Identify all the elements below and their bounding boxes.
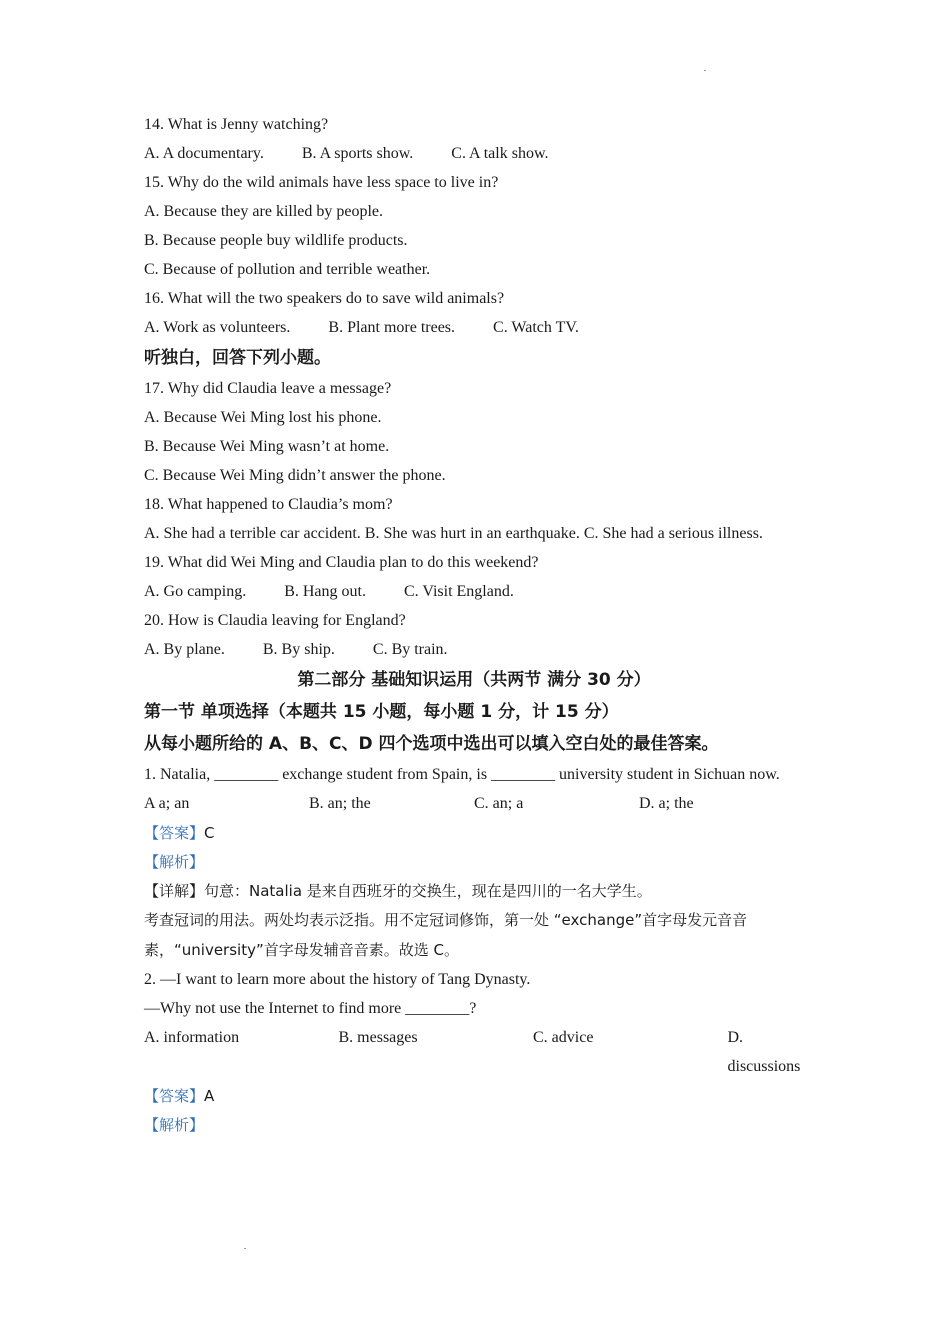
section1-instruction: 从每小题所给的 A、B、C、D 四个选项中选出可以填入空白处的最佳答案。 [144, 734, 719, 754]
scan-mark-bottom [244, 1248, 246, 1249]
part2-title: 第二部分 基础知识运用（共两节 满分 30 分） [297, 670, 651, 690]
q15-option-c: C. Because of pollution and terrible weather. [144, 261, 431, 278]
q20-stem: 20. How is Claudia leaving for England? [144, 612, 406, 629]
mc2-option-a: A. information [144, 1029, 240, 1046]
mc1-detail [144, 876, 804, 905]
q20-options [144, 635, 804, 664]
mc1-analysis [144, 847, 804, 876]
q18-options: A. She had a terrible car accident. B. She was hurt in an earthquake. C. She had a serious illness. [144, 525, 763, 542]
q14-stem: 14. What is Jenny watching? [144, 116, 329, 133]
q14-option-b: B. A sports show. [301, 145, 414, 162]
q19-options [144, 577, 804, 606]
mc1-stem: 1. Natalia, ________ exchange student from Spain, is ________ university student in Sichuan now. [144, 766, 780, 783]
q17-option-b: B. Because Wei Ming wasn’t at home. [144, 438, 390, 455]
q17-stem: 17. Why did Claudia leave a message? [144, 380, 392, 397]
section1-title: 第一节 单项选择（本题共 15 小题，每小题 1 分，计 15 分） [144, 702, 619, 722]
mc2-options [144, 1023, 804, 1081]
q16-options [144, 313, 804, 342]
detail-text: 句意：Natalia 是来自西班牙的交换生，现在是四川的一名大学生。 [204, 882, 652, 900]
q20-option-a: A. By plane. [144, 641, 225, 658]
q16-option-b: B. Plant more trees. [328, 319, 456, 336]
mc1-option-d: D. a; the [639, 795, 694, 812]
mc2-option-b: B. messages [338, 1029, 418, 1046]
q19-option-a: A. Go camping. [144, 583, 247, 600]
q19-option-c: C. Visit England. [403, 583, 514, 600]
q20-option-c: C. By train. [372, 641, 448, 658]
mc1-option-b: B. an; the [309, 795, 371, 812]
scan-mark-top [704, 70, 706, 71]
q19-option-b: B. Hang out. [284, 583, 366, 600]
mc2-stem-line2: —Why not use the Internet to find more ________? [144, 1000, 477, 1017]
q15-option-a: A. Because they are killed by people. [144, 203, 384, 220]
q16-option-c: C. Watch TV. [493, 319, 579, 336]
answer-value: C [204, 824, 215, 842]
q20-option-b: B. By ship. [262, 641, 335, 658]
mc1-answer [144, 818, 804, 847]
mc2-answer [144, 1081, 804, 1110]
q18-stem: 18. What happened to Claudia’s mom? [144, 496, 393, 513]
answer-value: A [204, 1087, 215, 1105]
detail-tag: 【详解】 [144, 882, 205, 900]
analysis-tag: 【解析】 [144, 853, 205, 871]
answer-tag: 【答案】 [144, 1087, 205, 1105]
mc1-option-a: A a; an [144, 795, 190, 812]
q15-option-b: B. Because people buy wildlife products. [144, 232, 408, 249]
mc2-stem-line1: 2. —I want to learn more about the history of Tang Dynasty. [144, 971, 531, 988]
mc2-option-c: C. advice [533, 1029, 594, 1046]
q14-option-a: A. A documentary. [144, 145, 264, 162]
mc1-option-c: C. an; a [474, 795, 524, 812]
q16-option-a: A. Work as volunteers. [144, 319, 291, 336]
answer-tag: 【答案】 [144, 824, 205, 842]
q17-option-a: A. Because Wei Ming lost his phone. [144, 409, 382, 426]
q14-option-c: C. A talk show. [451, 145, 549, 162]
exam-page [144, 110, 804, 1139]
q14-options [144, 139, 804, 168]
mc1-explanation: 考查冠词的用法。两处均表示泛指。用不定冠词修饰，第一处 “exchange”首字母发元音音素，“university”首字母发辅音音素。故选 C。 [144, 911, 748, 959]
monologue-heading: 听独白，回答下列小题。 [144, 348, 331, 368]
q15-stem: 15. Why do the wild animals have less space to live in? [144, 174, 499, 191]
q16-stem: 16. What will the two speakers do to save wild animals? [144, 290, 505, 307]
mc2-analysis [144, 1110, 804, 1139]
mc2-option-d: D. discussions [727, 1029, 801, 1075]
analysis-tag: 【解析】 [144, 1116, 205, 1134]
q19-stem: 19. What did Wei Ming and Claudia plan to do this weekend? [144, 554, 539, 571]
q17-option-c: C. Because Wei Ming didn’t answer the phone. [144, 467, 446, 484]
mc1-options [144, 789, 804, 818]
